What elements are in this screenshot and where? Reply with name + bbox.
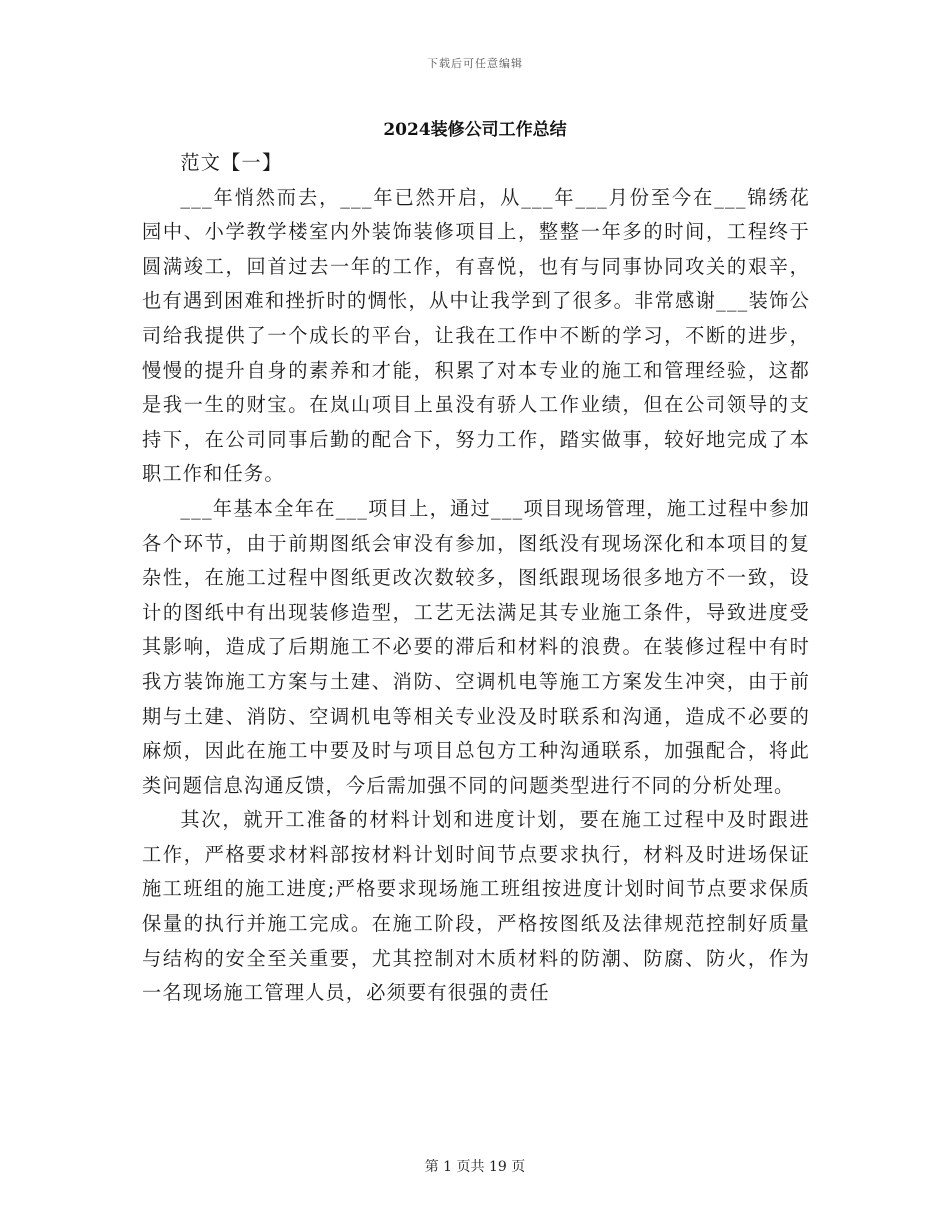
paragraph-2: ___年基本全年在___项目上，通过___项目现场管理，施工过程中参加各个环节，由于前期图纸会审没有参加，图纸没有现场深化和本项目的复杂性，在施工过程中图纸更改次数较多，图纸跟现场很多地方不一致，设计的图纸中有出现装修造型，工艺无法满足其专业施工条件，导致进度受其影响，造成了后期施工不必要的滞后和材料的浪费。在装修过程中有时我方装饰施工方案与土建、消防、空调机电等施工方案发生冲突，由于前期与土建、消防、空调机电等相关专业没及时联系和沟通，造成不必要的麻烦，因此在施工中要及时与项目总包方工种沟通联系，加强配合，将此类问题信息沟通反馈，今后需加强不同的问题类型进行不同的分析处理。 (142, 496, 810, 797)
document-body (142, 146, 810, 1011)
section-label: 范文【一】 (180, 151, 283, 174)
document-title: 2024装修公司工作总结 (383, 120, 567, 140)
paragraph-1: ___年悄然而去，___年已然开启，从___年___月份至今在___锦绣花园中、小学教学楼室内外装饰装修项目上，整整一年多的时间，工程终于圆满竣工，回首过去一年的工作，有喜悦，也有与同事协同攻关的艰辛，也有遇到困难和挫折时的惆怅，从中让我学到了很多。非常感谢___装饰公司给我提供了一个成长的平台，让我在工作中不断的学习，不断的进步，慢慢的提升自身的素养和才能，积累了对本专业的施工和管理经验，这都是我一生的财宝。在岚山项目上虽没有骄人工作业绩，但在公司领导的支持下，在公司同事后勤的配合下，努力工作，踏实做事，较好地完成了本职工作和任务。 (142, 185, 810, 486)
header-note: 下载后可任意编辑 (427, 57, 523, 70)
paragraph-3: 其次，就开工准备的材料计划和进度计划，要在施工过程中及时跟进工作，严格要求材料部按材料计划时间节点要求执行，材料及时进场保证施工班组的施工进度;严格要求现场施工班组按进度计划时间节点要求保质保量的执行并施工完成。在施工阶段，严格按图纸及法律规范控制好质量与结构的安全至关重要，尤其控制对木质材料的防潮、防腐、防火，作为一名现场施工管理人员，必须要有很强的责任 (142, 808, 810, 1005)
page-footer: 第 1 页共 19 页 (424, 1159, 526, 1175)
